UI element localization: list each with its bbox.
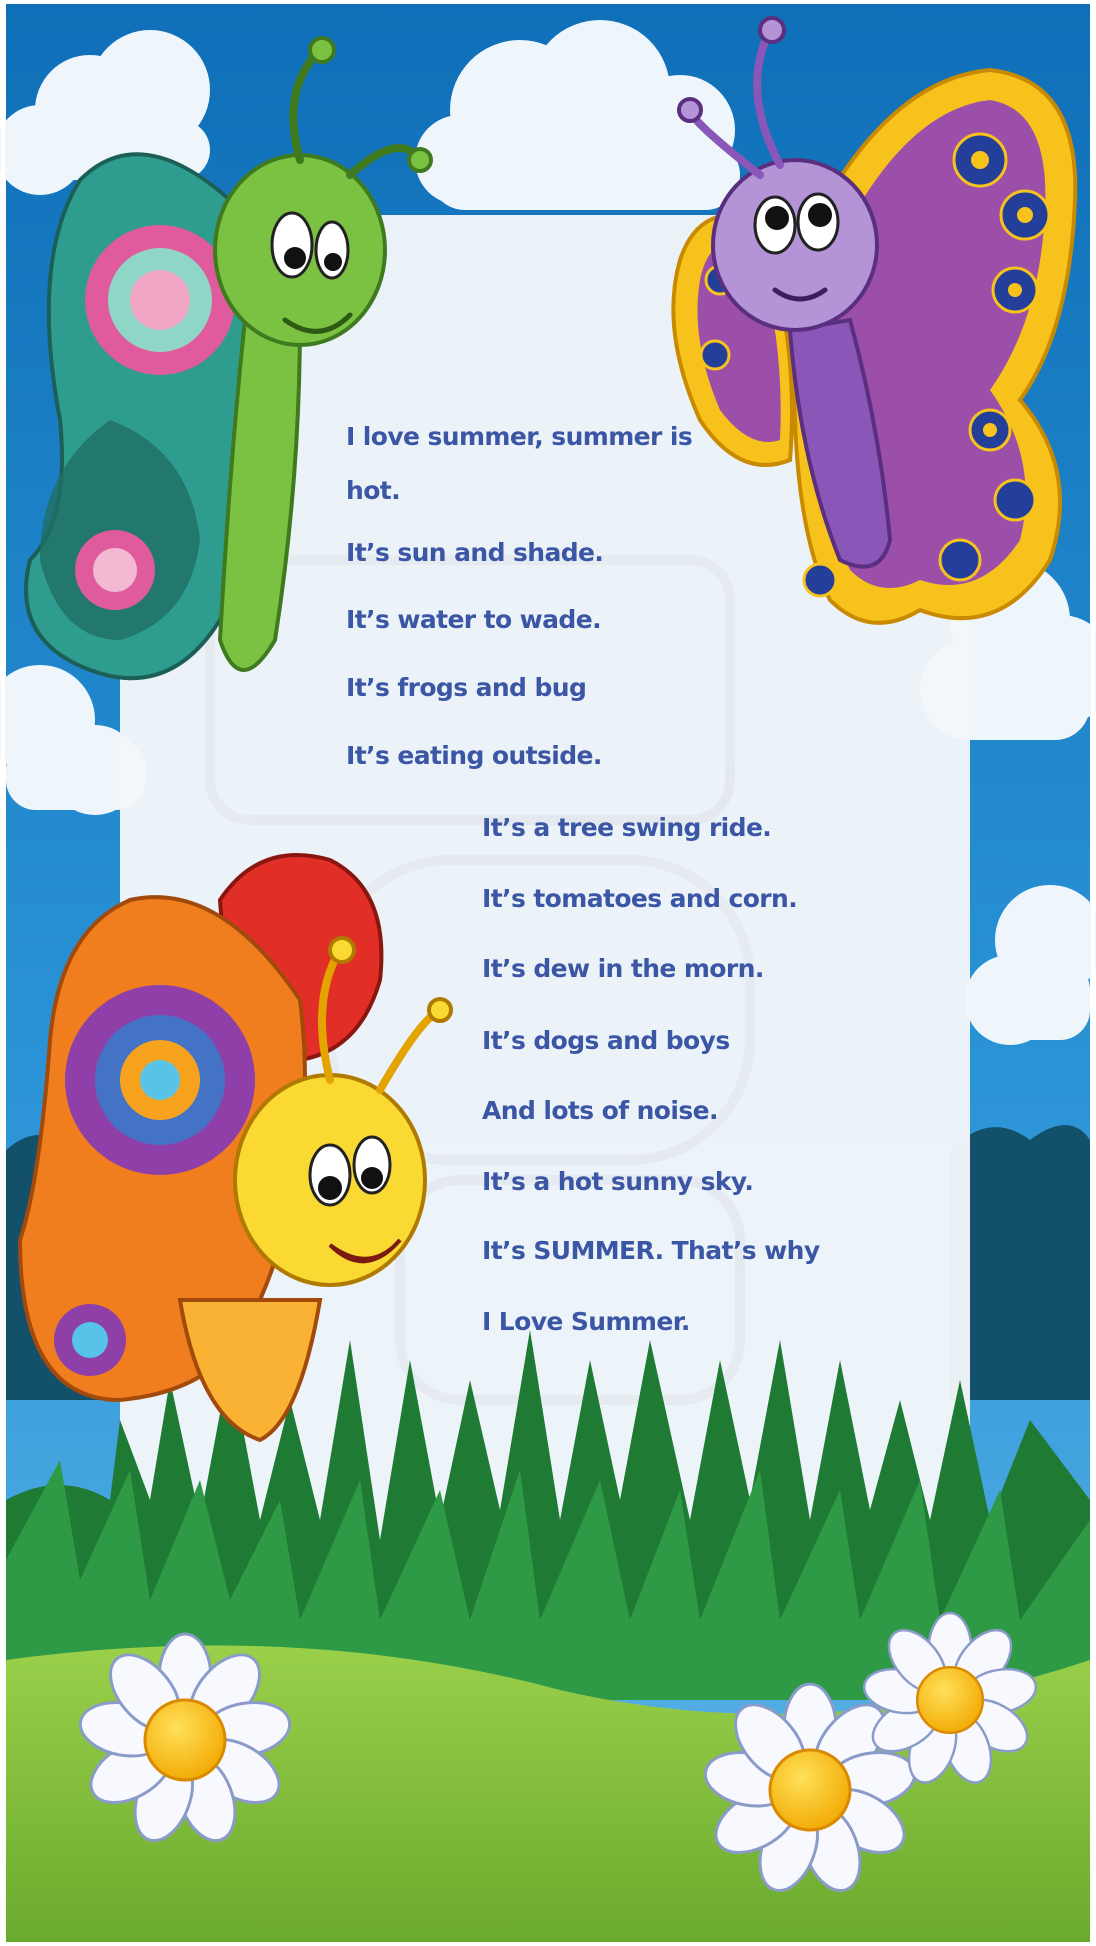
poem-line: It’s dogs and boys [482, 1026, 730, 1055]
poem-line: It’s a tree swing ride. [482, 813, 772, 842]
poem-line: It’s a hot sunny sky. [482, 1167, 754, 1196]
poem-line: It’s dew in the morn. [482, 954, 764, 983]
poem-line: It’s tomatoes and corn. [482, 884, 798, 913]
poem-line: And lots of noise. [482, 1096, 718, 1125]
poem-line: It’s eating outside. [346, 741, 602, 770]
poem-line: It’s SUMMER. That’s why [482, 1236, 820, 1265]
poem-line: I Love Summer. [482, 1307, 690, 1336]
poem-line: I love summer, summer is [346, 422, 693, 451]
poem-line: It’s sun and shade. [346, 538, 604, 567]
poem-line: hot. [346, 476, 401, 505]
poem-line: It’s water to wade. [346, 605, 601, 634]
poem-line: It’s frogs and bug [346, 673, 587, 702]
